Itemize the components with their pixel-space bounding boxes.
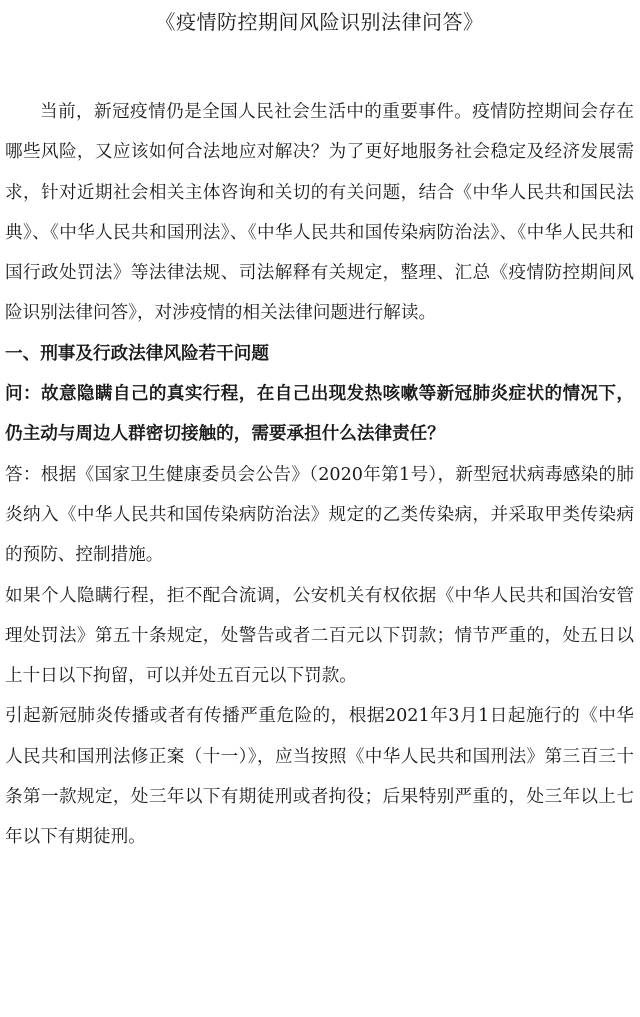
title-spacer <box>5 36 634 92</box>
answer-paragraph-2: 如果个人隐瞒行程，拒不配合流调，公安机关有权依据《中华人民共和国治安管理处罚法》第五十条规定，处警告或者二百元以下罚款；情节严重的，处五日以上十日以下拘留，可以并处五百元以下罚款。 <box>5 585 634 687</box>
question-paragraph: 问：故意隐瞒自己的真实行程，在自己出现发热咳嗽等新冠肺炎症状的情况下，仍主动与周边人群密切接触的，需要承担什么法律责任？ <box>5 384 634 445</box>
intro-paragraph: 当前，新冠疫情仍是全国人民社会生活中的重要事件。疫情防控期间会存在哪些风险，又应该如何合法地应对解决？为了更好地服务社会稳定及经济发展需求，针对近期社会相关主体咨询和关切的有关问题，结合《中华人民共和国民法典》、《中华人民共和国刑法》、《中华人民共和国传染病防治法》、《中华人民共和国行政处罚法》等法律法规、司法解释有关规定，整理、汇总《疫情防控期间风险识别法律问答》，对涉疫情的相关法律问题进行解读。 <box>5 102 634 324</box>
answer-paragraph-1: 答：根据《国家卫生健康委员会公告》（2020年第1号），新型冠状病毒感染的肺炎纳入《中华人民共和国传染病防治法》规定的乙类传染病，并采取甲类传染病的预防、控制措施。 <box>5 464 634 566</box>
answer-paragraph-3: 引起新冠肺炎传播或者有传播严重危险的，根据2021年3月1日起施行的《中华人民共和国刑法修正案（十一）》，应当按照《中华人民共和国刑法》第三百三十条第一款规定，处三年以下有期徒刑或者拘役；后果特别严重的，处三年以上七年以下有期徒刑。 <box>5 706 634 848</box>
section-heading: 一、刑事及行政法律风险若干问题 <box>5 343 269 364</box>
document-title: 《疫情防控期间风险识别法律问答》 <box>155 10 484 34</box>
